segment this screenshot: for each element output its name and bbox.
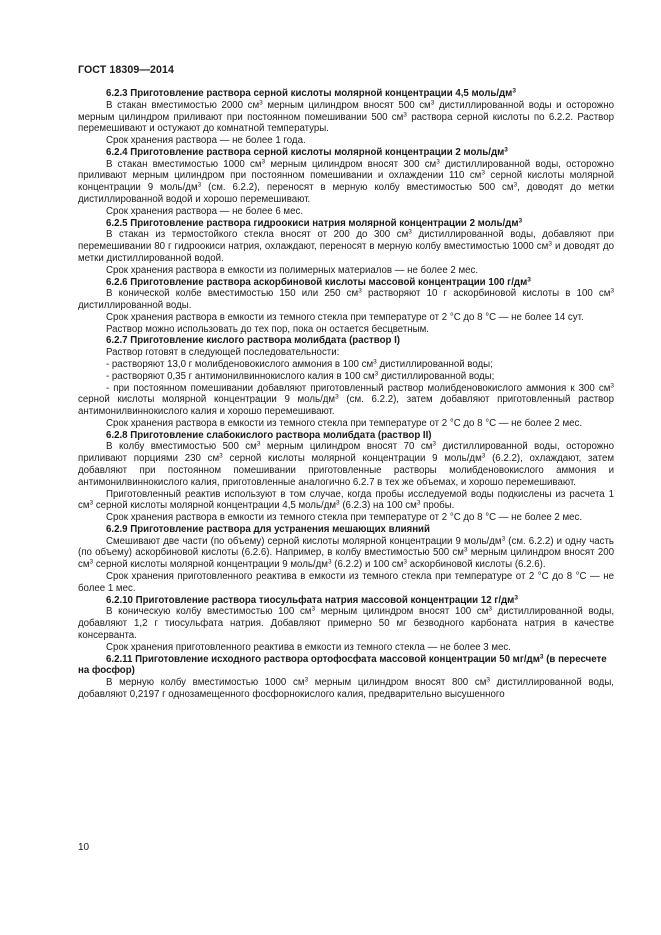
paragraph: Срок хранения раствора в емкости из темного стекла при температуре от 2 °С до 8 °С — не более 14 сут. xyxy=(106,311,584,323)
paragraph: В стакан из термостойкого стекла вносят от 200 до 300 $см^3$ дистиллированной воды, добавляют при перемешивании 80 г гидроокиси натрия, охлаждают, переносят в мерную колбу вместимостью 1000 $см^3$ и доводят до метки дистиллированной водой. xyxy=(78,228,614,264)
paragraph: - при постоянном помешивании добавляют приготовленный раствор молибденовокислого аммония к 300 $см^3$ серной кислоты молярной концентрации 9 моль/$дм^3$ (см. 6.2.2), затем добавляют приготовленный раствор антимонилвиннокислого калия и хорошо перемешивают. xyxy=(78,382,614,418)
paragraph: Срок хранения раствора — не более 6 мес. xyxy=(106,205,304,217)
paragraph: - растворяют 0,35 г антимонилвиннокислого калия в 100 $см^3$ дистиллированной воды; xyxy=(106,370,495,382)
paragraph: Срок хранения приготовленного реактива в емкости из темного стекла — не более 3 мес. xyxy=(106,641,511,653)
paragraph: Срок хранения приготовленного реактива в емкости из темного стекла при температуре от 2 °С до 8 °С — не более 1 мес. xyxy=(78,571,614,594)
section-heading: 6.2.5 Приготовление раствора гидроокиси натрия молярной концентрации 2 моль/$дм^3$ xyxy=(106,217,523,229)
section-heading: 6.2.6 Приготовление раствора аскорбиновой кислоты массовой концентрации 100 $г/дм^3$ xyxy=(106,276,531,288)
paragraph: В мерную колбу вместимостью 1000 $см^3$ мерным цилиндром вносят 800 $см^3$ дистиллированной воды, добавляют 0,2197 г однозамещенного фосфорнокислого калия, предварительно высушенного xyxy=(78,676,614,700)
section-heading: 6.2.11 Приготовление исходного раствора ортофосфата массовой концентрации 50 $мг/дм^3$ (в пересчете на фосфор) xyxy=(78,653,607,677)
paragraph: В колбу вместимостью 500 $см^3$ мерным цилиндром вносят 70 $см^3$ дистиллированной воды, осторожно приливают порциями 230 $см^3$ серной кислоты молярной концентрации 9 моль/$дм^3$ (6.2.2), охлаждают, затем добавляют при постоянном помешивании приготовленные растворы молибденовокислого аммония и антимонилвиннокислого калия, приготовленные аналогично 6.2.7 в тех же объемах, и хорошо перемешивают. xyxy=(78,440,614,488)
document-header: ГОСТ 18309—2014 xyxy=(78,64,175,76)
paragraph: - растворяют 13,0 г молибденовокислого аммония в 100 $см^3$ дистиллированной воды; xyxy=(106,358,493,370)
document-body xyxy=(78,88,614,701)
paragraph: Срок хранения раствора в емкости из полимерных материалов — не более 2 мес. xyxy=(106,264,479,276)
paragraph: Раствор готовят в следующей последовательности: xyxy=(106,347,340,359)
paragraph: Срок хранения раствора — не более 1 года. xyxy=(106,135,306,147)
paragraph: Срок хранения раствора в емкости из темного стекла при температуре от 2 °С до 8 °С — не более 2 мес. xyxy=(106,417,583,429)
section-heading: 6.2.4 Приготовление раствора серной кислоты молярной концентрации 2 моль/$дм^3$ xyxy=(106,146,508,158)
section-heading: 6.2.3 Приготовление раствора серной кислоты молярной концентрации 4,5 моль/$дм^3$ xyxy=(106,87,516,99)
section-heading: 6.2.7 Приготовление кислого раствора молибдата (раствор I) xyxy=(106,335,401,347)
paragraph: В стакан вместимостью 2000 $см^3$ мерным цилиндром вносят 500 $см^3$ дистиллированной воды и осторожно мерным цилиндром приливают при постоянном помешивании 500 $см^3$ раствора серной кислоты по 6.2.2. Раствор перемешивают и остужают до комнатной температуры. xyxy=(78,99,615,135)
paragraph: Приготовленный реактив используют в том случае, когда пробы исследуемой воды подкислены из расчета 1 $см^3$ серной кислоты молярной концентрации 4,5 моль/$дм^3$ (6.2.3) на 100 $см^3$ пробы. xyxy=(78,488,614,512)
paragraph: В коническую колбу вместимостью 100 $см^3$ мерным цилиндром вносят 100 $см^3$ дистиллированной воды, добавляют 1,2 г тиосульфата натрия. Добавляют примерно 50 мг безводного карбоната натрия в качестве консерванта. xyxy=(78,605,615,641)
section-heading: 6.2.9 Приготовление раствора для устранения мешающих влияний xyxy=(106,523,430,535)
paragraph: В конической колбе вместимостью 150 или 250 $см^3$ растворяют 10 г аскорбиновой кислоты в 100 $см^3$ дистиллированной воды. xyxy=(78,287,614,312)
paragraph: Раствор можно использовать до тех пор, пока он остается бесцветным. xyxy=(106,323,429,335)
paragraph: В стакан вместимостью 1000 $см^3$ мерным цилиндром вносят 300 $см^3$ дистиллированной воды, осторожно приливают мерным цилиндром при постоянном помешивании и охлаждении 110 $см^3$ серной кислоты молярной концентрации 9 моль/$дм^3$ (см. 6.2.2), переносят в мерную колбу вместимостью 500 $см^3$, доводят до метки дистиллированной водой и хорошо перемешивают. xyxy=(78,158,614,206)
page-number: 10 xyxy=(78,842,90,853)
section-heading: 6.2.8 Приготовление слабокислого раствора молибдата (раствор II) xyxy=(106,429,432,441)
paragraph: Смешивают две части (по объему) серной кислоты молярной концентрации 9 моль/$дм^3$ (см. 6.2.2) и одну часть (по объему) аскорбиновой кислоты (6.2.6). Например, в колбу вместимостью 500 $см^3$ мерным цилиндром вносят 200 $см^3$ серной кислоты молярной концентрации 9 моль/$дм^3$ (6.2.2) и 100 $см^3$ аскорбиновой кислоты (6.2.6). xyxy=(78,535,614,571)
paragraph: Срок хранения раствора в емкости из темного стекла при температуре от 2 °С до 8 °С — не более 2 мес. xyxy=(106,512,583,524)
section-heading: 6.2.10 Приготовление раствора тиосульфата натрия массовой концентрации 12 $г/дм^3$ xyxy=(106,594,518,606)
